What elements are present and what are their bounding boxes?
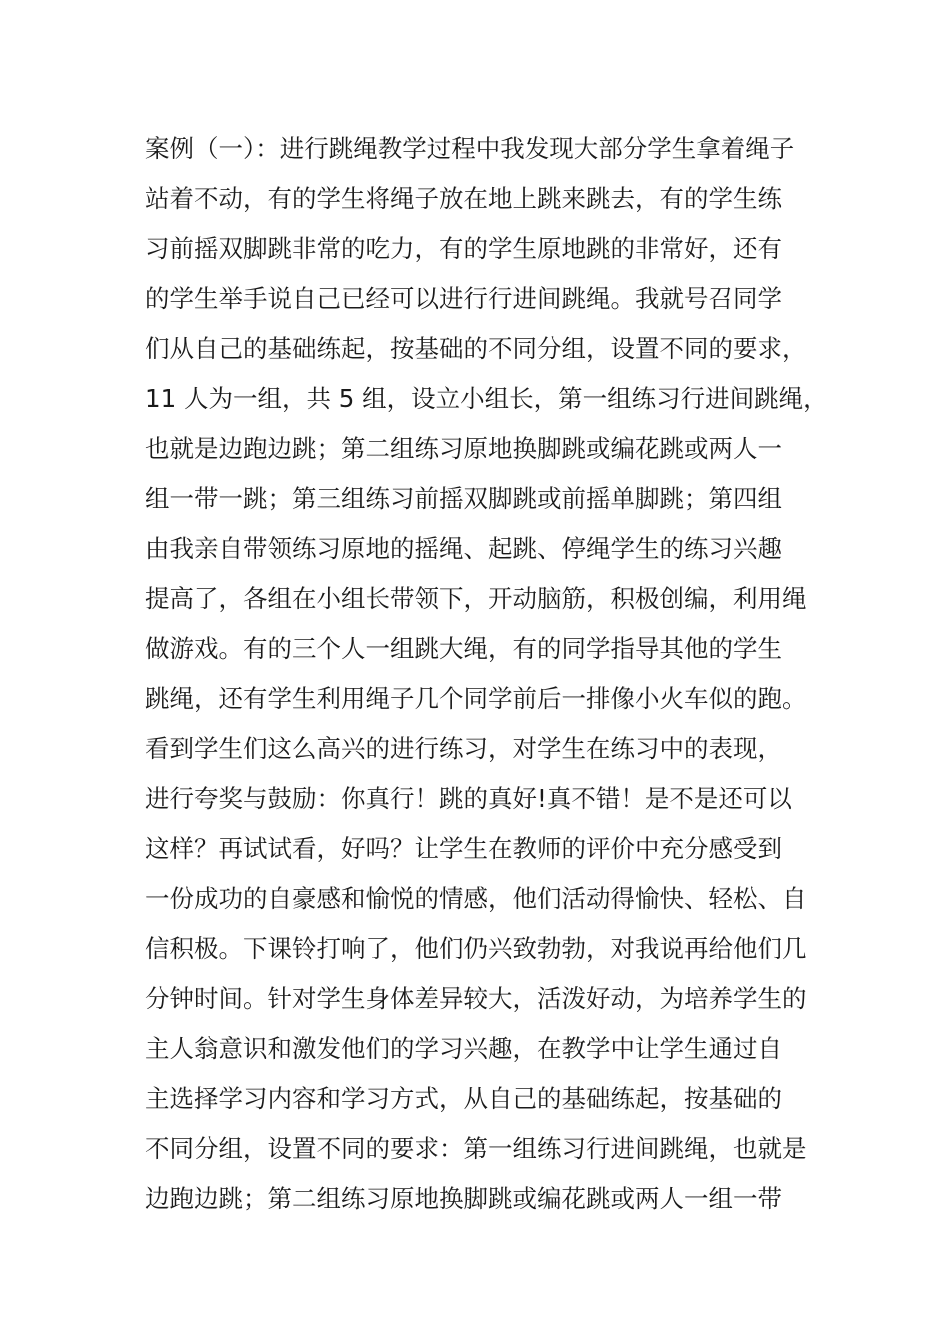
text-line: 做游戏。有的三个人一组跳大绳，有的同学指导其他的学生 <box>145 634 782 663</box>
text-line: 案例（一）：进行跳绳教学过程中我发现大部分学生拿着绳子 <box>145 134 795 163</box>
text-line: 跳绳，还有学生利用绳子几个同学前后一排像小火车似的跑。 <box>145 684 807 713</box>
text-line: 分钟时间。针对学生身体差异较大，活泼好动，为培养学生的 <box>145 984 807 1013</box>
text-line: 11 人为一组，共 5 组，设立小组长，第一组练习行进间跳绳， <box>145 384 828 413</box>
text-line: 由我亲自带领练习原地的摇绳、起跳、停绳学生的练习兴趣 <box>145 534 782 563</box>
text-line: 看到学生们这么高兴的进行练习，对学生在练习中的表现， <box>145 734 782 763</box>
text-line: 的学生举手说自己已经可以进行行进间跳绳。我就号召同学 <box>145 284 782 313</box>
text-line: 进行夸奖与鼓励：你真行！跳的真好!真不错！是不是还可以 <box>145 784 792 813</box>
text-line: 主选择学习内容和学习方式，从自己的基础练起，按基础的 <box>145 1084 782 1113</box>
text-line: 也就是边跑边跳；第二组练习原地换脚跳或编花跳或两人一 <box>145 434 782 463</box>
body-text <box>145 124 835 1224</box>
text-line: 信积极。下课铃打响了，他们仍兴致勃勃，对我说再给他们几 <box>145 934 807 963</box>
text-line: 主人翁意识和激发他们的学习兴趣，在教学中让学生通过自 <box>145 1034 782 1063</box>
text-line: 不同分组，设置不同的要求：第一组练习行进间跳绳，也就是 <box>145 1134 807 1163</box>
text-line: 边跑边跳；第二组练习原地换脚跳或编花跳或两人一组一带 <box>145 1184 782 1213</box>
text-line: 组一带一跳；第三组练习前摇双脚跳或前摇单脚跳；第四组 <box>145 484 782 513</box>
text-line: 站着不动，有的学生将绳子放在地上跳来跳去，有的学生练 <box>145 184 782 213</box>
text-line: 习前摇双脚跳非常的吃力，有的学生原地跳的非常好，还有 <box>145 234 782 263</box>
text-line: 这样？再试试看，好吗？让学生在教师的评价中充分感受到 <box>145 834 782 863</box>
text-line: 提高了，各组在小组长带领下，开动脑筋，积极创编，利用绳 <box>145 584 807 613</box>
text-line: 们从自己的基础练起，按基础的不同分组，设置不同的要求， <box>145 334 807 363</box>
text-line: 一份成功的自豪感和愉悦的情感，他们活动得愉快、轻松、自 <box>145 884 807 913</box>
